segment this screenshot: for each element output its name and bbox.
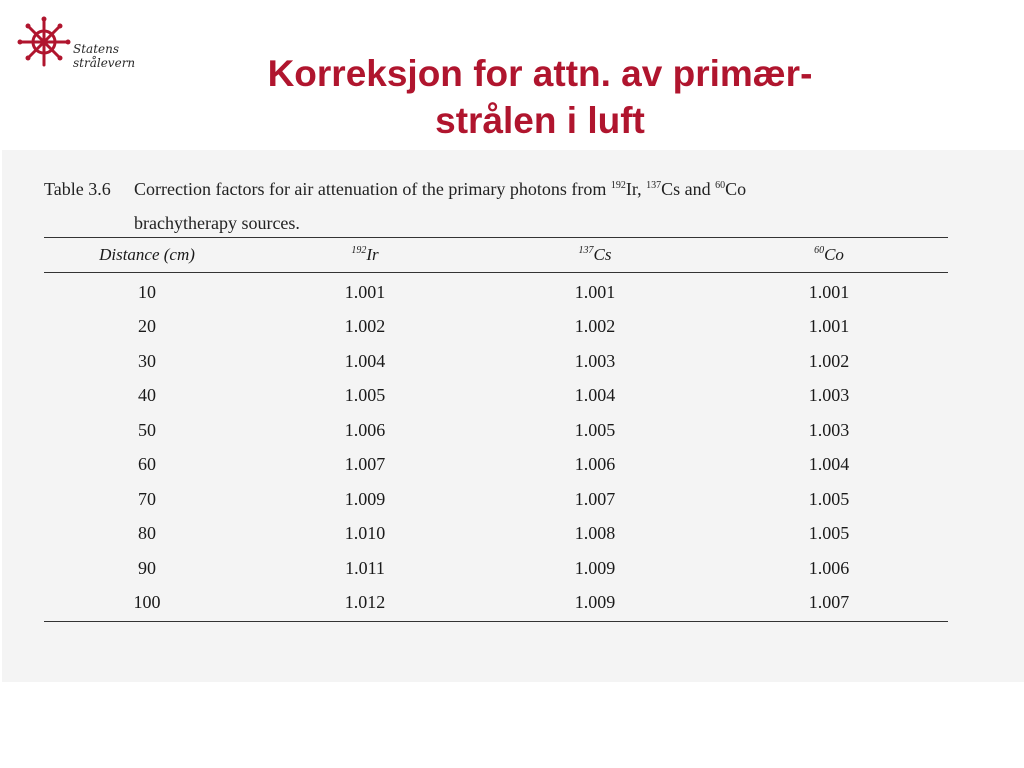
cell-ir192: 1.012	[344, 592, 386, 613]
table-row	[44, 586, 948, 621]
header-ir-mass: 192	[351, 245, 367, 256]
table-row	[44, 517, 948, 552]
cell-ir192: 1.002	[344, 316, 386, 337]
header-co-mass: 60	[814, 245, 825, 256]
cell-ir192: 1.011	[345, 557, 385, 578]
table-bottom-rule	[44, 621, 948, 622]
table-row	[44, 551, 948, 586]
logo-line-2: strålevern	[73, 56, 136, 70]
cell-cs137: 1.002	[574, 316, 616, 337]
header-co60	[710, 238, 948, 272]
cell-cs137: 1.009	[574, 557, 616, 578]
cell-distance: 60	[138, 454, 156, 475]
table-caption	[44, 172, 944, 240]
table-caption-text: Correction factors for air attenuation of the primary photons from	[134, 179, 611, 199]
co-isotope-mass: 60	[715, 180, 726, 191]
cell-cs137: 1.006	[574, 454, 616, 475]
statens-stralevern-logo	[14, 14, 134, 74]
logo-line-1: Statens	[73, 42, 120, 56]
cell-cs137: 1.005	[574, 419, 616, 440]
logo-wordmark	[73, 42, 135, 70]
cell-cs137: 1.009	[574, 592, 616, 613]
cell-distance: 90	[138, 557, 156, 578]
cell-co60: 1.002	[808, 350, 850, 371]
cs-isotope-mass: 137	[646, 180, 662, 191]
cell-ir192: 1.010	[344, 523, 386, 544]
cell-co60: 1.003	[808, 385, 850, 406]
cell-ir192: 1.001	[344, 281, 386, 302]
cell-ir192: 1.006	[344, 419, 386, 440]
header-ir192	[250, 238, 480, 272]
table-caption-line-2: brachytherapy sources.	[134, 213, 300, 233]
cs-isotope: Cs and	[661, 179, 716, 199]
header-cs-symbol: Cs	[593, 245, 612, 264]
table-row	[44, 379, 948, 414]
cell-co60: 1.007	[808, 592, 850, 613]
header-ir-symbol: Ir	[366, 245, 379, 264]
table-header-row	[44, 238, 948, 272]
ir-isotope: Ir,	[625, 179, 647, 199]
table-row	[44, 344, 948, 379]
table-row	[44, 413, 948, 448]
cell-co60: 1.004	[808, 454, 850, 475]
ir-isotope-mass: 192	[610, 180, 626, 191]
cell-ir192: 1.009	[344, 488, 386, 509]
cell-cs137: 1.008	[574, 523, 616, 544]
sun-compass-icon	[14, 14, 74, 74]
cell-co60: 1.001	[808, 316, 850, 337]
table-row	[44, 482, 948, 517]
cell-co60: 1.005	[808, 488, 850, 509]
table-caption-label: Table 3.6	[44, 179, 111, 199]
table-row	[44, 448, 948, 483]
cell-cs137: 1.007	[574, 488, 616, 509]
cell-distance: 100	[133, 592, 161, 613]
cell-distance: 50	[138, 419, 156, 440]
table-row	[44, 275, 948, 310]
cell-distance: 10	[138, 281, 156, 302]
cell-co60: 1.003	[808, 419, 850, 440]
cell-ir192: 1.007	[344, 454, 386, 475]
cell-cs137: 1.003	[574, 350, 616, 371]
table-row	[44, 310, 948, 345]
correction-factors-table	[44, 238, 948, 620]
cell-distance: 80	[138, 523, 156, 544]
cell-ir192: 1.004	[344, 350, 386, 371]
header-co-symbol: Co	[824, 245, 844, 264]
cell-co60: 1.001	[808, 281, 850, 302]
header-cs-mass: 137	[578, 245, 594, 256]
cell-distance: 30	[138, 350, 156, 371]
co-isotope: Co	[725, 179, 747, 199]
cell-ir192: 1.005	[344, 385, 386, 406]
slide-title-line-1: Korreksjon for attn. av primær-	[267, 53, 813, 94]
cell-cs137: 1.001	[574, 281, 616, 302]
header-distance: Distance (cm)	[99, 245, 195, 264]
slide-title	[150, 50, 930, 144]
cell-distance: 20	[138, 316, 156, 337]
cell-co60: 1.005	[808, 523, 850, 544]
cell-co60: 1.006	[808, 557, 850, 578]
header-cs137	[480, 238, 710, 272]
slide-title-line-2: strålen i luft	[435, 100, 645, 141]
cell-distance: 70	[138, 488, 156, 509]
table-body	[44, 275, 948, 620]
cell-cs137: 1.004	[574, 385, 616, 406]
cell-distance: 40	[138, 385, 156, 406]
